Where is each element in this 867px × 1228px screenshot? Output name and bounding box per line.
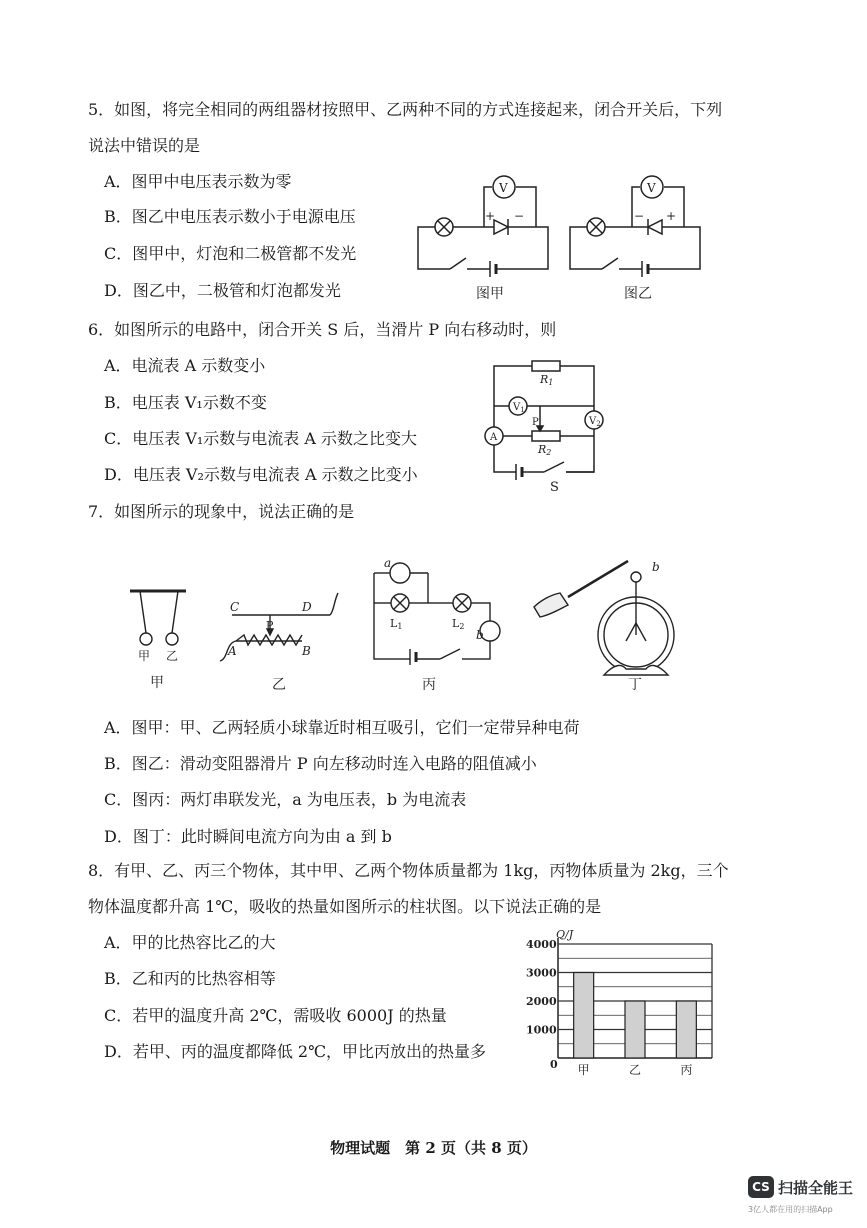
q7-option-a: A．图甲：甲、乙两轻质小球靠近时相互吸引，它们一定带异种电荷 <box>104 718 580 737</box>
svg-text:b: b <box>476 628 484 642</box>
q5-voltmeter-label-b: V <box>647 181 656 195</box>
q5-minus-b: − <box>634 209 645 223</box>
scanner-watermark <box>748 1176 858 1222</box>
chart-xtick-label: 丙 <box>680 1063 693 1077</box>
svg-text:B: B <box>302 644 311 658</box>
svg-text:P: P <box>266 619 274 632</box>
watermark-brand: 扫描全能王 <box>778 1179 854 1197</box>
q6-option-d: D．电压表 V₂示数与电流表 A 示数之比变小 <box>104 465 418 484</box>
chart-ylabel: Q/J <box>556 928 574 941</box>
svg-text:a: a <box>384 556 392 570</box>
svg-text:P: P <box>532 417 539 428</box>
chart-bar <box>574 973 594 1059</box>
chart-bar <box>625 1001 645 1058</box>
q7-stem: 7．如图所示的现象中，说法正确的是 <box>88 502 355 521</box>
q7-fig-ding-caption: 丁 <box>628 677 642 693</box>
q8-option-a: A．甲的比热容比乙的大 <box>104 933 276 952</box>
chart-ytick-label: 0 <box>550 1058 558 1071</box>
q5-voltmeter-label-a: V <box>499 181 508 195</box>
q8-bar-chart <box>518 922 718 1082</box>
q5-figure-b-caption: 图乙 <box>624 286 652 302</box>
q5-circuit-figure <box>410 170 710 310</box>
svg-text:V1: $V_1$ <box>513 402 525 414</box>
svg-text:R2: R2 <box>538 443 552 457</box>
svg-text:V2: $V_2$ <box>589 416 601 428</box>
q8-stem-line2: 物体温度都升高 1℃，吸收的热量如图所示的柱状图。以下说法正确的是 <box>88 897 602 916</box>
q6-option-a: A．电流表 A 示数变小 <box>104 356 266 375</box>
q8-option-c: C．若甲的温度升高 2℃，需吸收 6000J 的热量 <box>104 1006 447 1025</box>
q5-option-b: B．图乙中电压表示数小于电源电压 <box>104 207 356 226</box>
svg-text:A: A <box>228 644 237 658</box>
chart-ytick-label: 4000 <box>526 938 557 951</box>
chart-ytick-label: 2000 <box>526 995 557 1008</box>
svg-text:S: S <box>550 480 559 492</box>
q5-option-d: D．图乙中，二极管和灯泡都发光 <box>104 281 341 300</box>
q5-figure-a-caption: 图甲 <box>476 286 504 302</box>
chart-xtick-label: 甲 <box>577 1063 590 1077</box>
page-footer: 物理试题 第 2 页（共 8 页） <box>330 1139 537 1157</box>
svg-text:C: C <box>230 600 240 614</box>
q7-option-b: B．图乙：滑动变阻器滑片 P 向左移动时连入电路的阻值减小 <box>104 754 537 773</box>
q5-option-a: A．图甲中电压表示数为零 <box>104 172 292 191</box>
q8-option-d: D．若甲、丙的温度都降低 2℃，甲比丙放出的热量多 <box>104 1042 486 1061</box>
q7-option-c: C．图丙：两灯串联发光，a 为电压表，b 为电流表 <box>104 790 467 809</box>
q8-stem-line1: 8．有甲、乙、丙三个物体，其中甲、乙两个物体质量都为 1kg，丙物体质量为 2kg，三个 <box>88 861 729 880</box>
chart-ytick-label: 3000 <box>526 966 557 980</box>
q5-minus-a: − <box>514 209 525 223</box>
watermark-tagline: 3亿人都在用的扫描App <box>748 1205 833 1214</box>
q5-option-c: C．图甲中，灯泡和二极管都不发光 <box>104 244 357 263</box>
chart-bar <box>676 1001 696 1058</box>
svg-text:R1: R1 <box>540 373 554 387</box>
q7-figures <box>120 545 700 695</box>
chart-ytick-label: 1000 <box>526 1023 557 1037</box>
cs-logo-icon: CS <box>748 1176 774 1198</box>
q7-fig-jia-caption: 甲 <box>150 675 164 691</box>
q7-option-d: D．图丁：此时瞬间电流方向为由 a 到 b <box>104 827 392 846</box>
svg-text:D: D <box>302 600 312 614</box>
q5-plus-a: + <box>485 209 496 223</box>
svg-text:L1: L1 <box>390 617 403 631</box>
q6-circuit-figure <box>480 352 610 492</box>
q7-ball-yi-label: 乙 <box>166 649 179 663</box>
svg-text:b: b <box>652 560 660 574</box>
q7-fig-yi-caption: 乙 <box>272 677 286 693</box>
q5-stem-line1: 5．如图，将完全相同的两组器材按照甲、乙两种不同的方式连接起来，闭合开关后，下列 <box>88 100 723 119</box>
chart-xtick-label: 乙 <box>629 1063 642 1077</box>
svg-text:L2: L2 <box>452 617 465 631</box>
q6-option-c: C．电压表 V₁示数与电流表 A 示数之比变大 <box>104 429 418 448</box>
q5-plus-b: + <box>666 209 677 223</box>
q8-option-b: B．乙和丙的比热容相等 <box>104 969 276 988</box>
q7-ball-jia-label: 甲 <box>138 649 151 663</box>
q5-stem-line2: 说法中错误的是 <box>88 136 201 155</box>
q7-fig-bing-caption: 丙 <box>422 677 436 693</box>
svg-text:A: A <box>490 432 498 443</box>
q6-option-b: B．电压表 V₁示数不变 <box>104 393 267 412</box>
q6-stem: 6．如图所示的电路中，闭合开关 S 后，当滑片 P 向右移动时，则 <box>88 320 557 339</box>
